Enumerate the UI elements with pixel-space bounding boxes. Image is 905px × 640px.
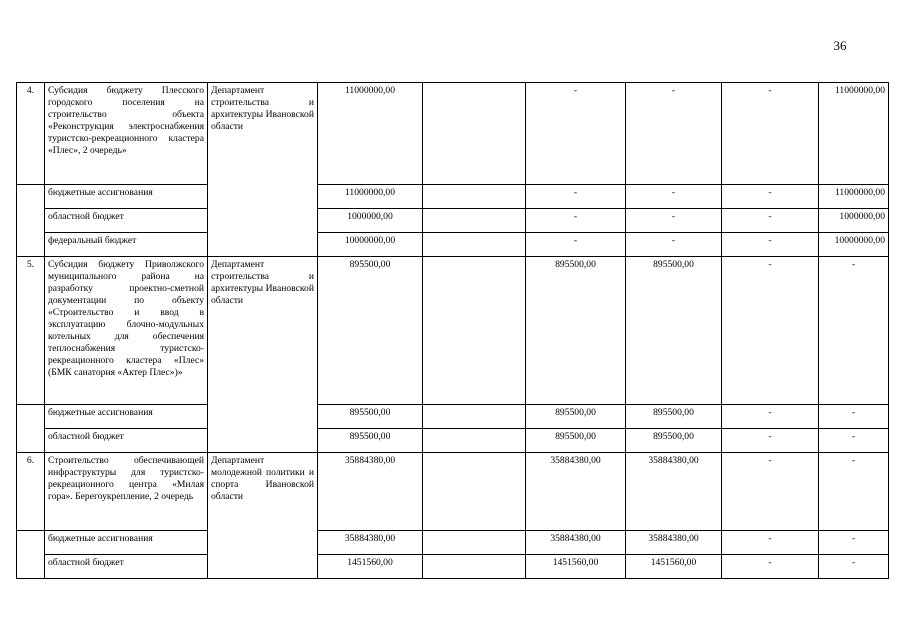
cell-value: 895500,00 xyxy=(626,257,722,405)
cell-value: - xyxy=(722,429,819,453)
cell-value: - xyxy=(819,405,889,429)
cell-value: 1000000,00 xyxy=(819,209,889,233)
cell-value xyxy=(423,257,526,405)
row-label: бюджетные ассигнования xyxy=(45,185,208,209)
cell-value: 11000000,00 xyxy=(318,185,423,209)
cell-value: - xyxy=(526,83,626,185)
page-number: 36 xyxy=(833,38,847,53)
row-number: 5. xyxy=(17,257,45,405)
cell-value xyxy=(423,209,526,233)
row-name: Субсидия бюджету Плесского городского поселения на строительство объекта «Реконструкция электроснабжения туристско-рекреационного кластера «Плес», 2 очередь» xyxy=(45,83,208,185)
row-number-empty xyxy=(17,185,45,257)
cell-value: 35884380,00 xyxy=(626,453,722,531)
cell-value: 35884380,00 xyxy=(626,531,722,555)
table-row xyxy=(17,209,889,233)
row-department: Департамент строительства и архитектуры Ивановской области xyxy=(208,257,318,453)
row-number: 4. xyxy=(17,83,45,185)
table-row xyxy=(17,555,889,579)
table-row xyxy=(17,405,889,429)
cell-value: - xyxy=(819,531,889,555)
cell-value: - xyxy=(722,83,819,185)
cell-value: 895500,00 xyxy=(526,429,626,453)
cell-value: - xyxy=(626,233,722,257)
cell-value: - xyxy=(722,555,819,579)
cell-value: - xyxy=(626,83,722,185)
cell-value: - xyxy=(526,233,626,257)
cell-value: - xyxy=(626,209,722,233)
row-name: Строительство обеспечивающей инфраструктуры для туристско-рекреационного центра «Милая гора». Берегоукрепление, 2 очередь xyxy=(45,453,208,531)
row-label: федеральный бюджет xyxy=(45,233,208,257)
cell-value xyxy=(423,83,526,185)
cell-value: - xyxy=(819,257,889,405)
table-row xyxy=(17,257,889,405)
budget-table xyxy=(16,82,889,579)
cell-value: 895500,00 xyxy=(318,429,423,453)
row-label: областной бюджет xyxy=(45,209,208,233)
table-row xyxy=(17,429,889,453)
cell-value: - xyxy=(722,257,819,405)
cell-value: 895500,00 xyxy=(626,405,722,429)
cell-value: 895500,00 xyxy=(318,257,423,405)
row-label: бюджетные ассигнования xyxy=(45,531,208,555)
cell-value: 895500,00 xyxy=(526,257,626,405)
cell-value: - xyxy=(722,209,819,233)
cell-value: 35884380,00 xyxy=(526,453,626,531)
cell-value xyxy=(423,233,526,257)
cell-value: 10000000,00 xyxy=(819,233,889,257)
row-number-empty xyxy=(17,405,45,453)
cell-value: 35884380,00 xyxy=(318,531,423,555)
table-row xyxy=(17,453,889,531)
row-department: Департамент строительства и архитектуры Ивановской области xyxy=(208,83,318,257)
cell-value xyxy=(423,555,526,579)
cell-value xyxy=(423,429,526,453)
cell-value: - xyxy=(819,429,889,453)
table-row xyxy=(17,83,889,185)
row-name: Субсидия бюджету Приволжского муниципального района на разработку проектно-сметной документации по объекту «Строительство и ввод в эксплуатацию блочно-модульных котельных для обеспечения теплоснабжения туристско-рекреационного кластера «Плес» (БМК санатория «Актер Плес»)» xyxy=(45,257,208,405)
cell-value xyxy=(423,453,526,531)
cell-value: 10000000,00 xyxy=(318,233,423,257)
cell-value: 1451560,00 xyxy=(526,555,626,579)
cell-value xyxy=(423,185,526,209)
cell-value: - xyxy=(526,185,626,209)
cell-value: 35884380,00 xyxy=(318,453,423,531)
cell-value: - xyxy=(722,531,819,555)
table-row xyxy=(17,233,889,257)
cell-value: - xyxy=(819,555,889,579)
cell-value: 11000000,00 xyxy=(819,83,889,185)
row-department: Департамент молодежной политики и спорта Ивановской области xyxy=(208,453,318,579)
cell-value: - xyxy=(722,185,819,209)
cell-value: - xyxy=(722,405,819,429)
cell-value: 11000000,00 xyxy=(819,185,889,209)
cell-value: - xyxy=(819,453,889,531)
row-label: областной бюджет xyxy=(45,429,208,453)
cell-value: 1451560,00 xyxy=(626,555,722,579)
row-number-empty xyxy=(17,531,45,579)
cell-value: 1000000,00 xyxy=(318,209,423,233)
cell-value: - xyxy=(722,233,819,257)
cell-value: 1451560,00 xyxy=(318,555,423,579)
cell-value: - xyxy=(626,185,722,209)
cell-value: 35884380,00 xyxy=(526,531,626,555)
row-number: 6. xyxy=(17,453,45,531)
table-row xyxy=(17,185,889,209)
cell-value: 895500,00 xyxy=(318,405,423,429)
cell-value: 11000000,00 xyxy=(318,83,423,185)
cell-value: 895500,00 xyxy=(526,405,626,429)
cell-value xyxy=(423,405,526,429)
cell-value: 895500,00 xyxy=(626,429,722,453)
row-label: областной бюджет xyxy=(45,555,208,579)
row-label: бюджетные ассигнования xyxy=(45,405,208,429)
cell-value: - xyxy=(526,209,626,233)
cell-value xyxy=(423,531,526,555)
table-row xyxy=(17,531,889,555)
cell-value: - xyxy=(722,453,819,531)
